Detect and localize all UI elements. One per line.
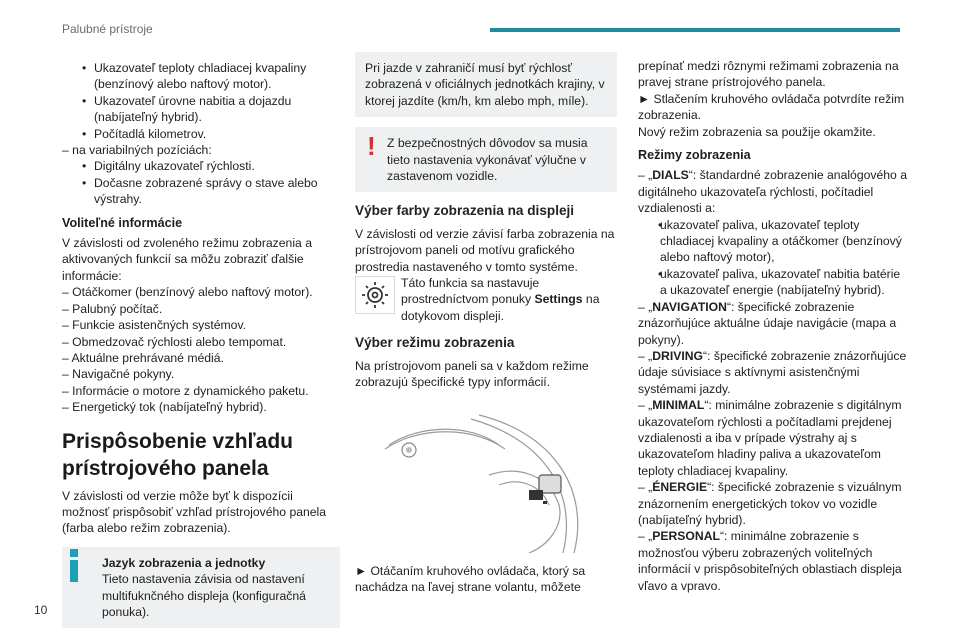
list-item: • ukazovateľ paliva, ukazovateľ teploty chladiacej kvapaliny a otáčkomer (benzínový alebo naftový motor), xyxy=(638,217,908,266)
mode-dials: – „DIALS“: štandardné zobrazenie analógového a digitálneho ukazovateľa rýchlosti, počítadiel vzdialenosti a: xyxy=(638,168,907,216)
list-item: – na variabilných pozíciách: xyxy=(62,143,212,158)
column-3 xyxy=(638,58,908,594)
settings-note xyxy=(355,275,617,324)
paragraph: V závislosti od verzie môže byť k dispozícii možnosť prispôsobiť vzhľad prístrojového panela (farba alebo režim zobrazenia). xyxy=(62,488,327,536)
subheading-mode: Výber režimu zobrazenia xyxy=(355,335,515,351)
list-item: • Ukazovateľ teploty chladiacej kvapaliny (benzínový alebo naftový motor). xyxy=(62,60,340,93)
note-box xyxy=(355,52,617,117)
list-item: • ukazovateľ paliva, ukazovateľ nabitia batérie a ukazovateľ energie (nabíjateľný hybrid). xyxy=(638,266,908,299)
paragraph: prepínať medzi rôznymi režimami zobrazenia na pravej strane prístrojového panela. xyxy=(638,59,899,90)
list-item: – Informácie o motore z dynamického paketu. xyxy=(62,383,309,398)
list-item: – Otáčkomer (benzínový alebo naftový motor). xyxy=(62,285,313,300)
info-text: Tieto nastavenia závisia od nastavení multifuknčného displeja (konfiguračná ponuka). xyxy=(102,572,306,619)
list-item: – Obmedzovač rýchlosti alebo tempomat. xyxy=(62,334,287,349)
note-text: Pri jazde v zahraničí musí byť rýchlosť zobrazená v oficiálnych jednotkách krajiny, v ktorej jazdíte (km/h, km alebo mph, míle). xyxy=(365,61,605,108)
warning-icon: ! xyxy=(367,131,376,162)
list-item: – Funkcie asistenčných systémov. xyxy=(62,318,247,333)
paragraph: Nový režim zobrazenia sa použije okamžite. xyxy=(638,124,876,139)
subheading-optional-info: Voliteľné informácie xyxy=(62,215,183,230)
column-1 xyxy=(62,60,340,628)
paragraph: V závislosti od zvoleného režimu zobrazenia a aktivovaných funkcií sa môžu zobraziť ďalšie informácie: xyxy=(62,236,312,283)
list-item: – Energetický tok (nabíjateľný hybrid). xyxy=(62,400,267,415)
mode-energie: – „ÉNERGIE“: špecifické zobrazenie s vizuálnym znázornením energetických tokov vo vozidle (nabíjateľný hybrid). xyxy=(638,480,902,527)
mode-navigation: – „NAVIGATION“: špecifické zobrazenie znázorňujúce aktuálne údaje navigácie (mapa a pokyny). xyxy=(638,299,897,347)
subheading-color: Výber farby zobrazenia na displeji xyxy=(355,203,575,219)
mode-personal: – „PERSONAL“: minimálne zobrazenie s možnosťou výberu zobrazených voliteľných informácií v prispôsobiteľných oblastiach displeja vľavo a vpravo. xyxy=(638,529,902,593)
warning-text: Z bezpečnostných dôvodov sa musia tieto nastavenia vykonávať výlučne v zastavenom vozidle. xyxy=(387,136,588,184)
list-item: • Ukazovateľ úrovne nabitia a dojazdu (nabíjateľný hybrid). xyxy=(62,93,340,126)
list-item: • Dočasne zobrazené správy o stave alebo výstrahy. xyxy=(62,175,340,208)
warning-box xyxy=(355,127,617,192)
mode-minimal: – „MINIMAL“: minimálne zobrazenie s digitálnym ukazovateľom rýchlosti a počítadlami prejdenej vzdialenosti a iba v prípade výstrahy aj s ukazovateľom hladiny paliva a ukazovateľom teploty chladiacej kvapaliny. xyxy=(638,398,902,478)
mode-driving: – „DRIVING“: špecifické zobrazenie znázorňujúce údaje súvisiace s aktívnymi asistenčnými systémami jazdy. xyxy=(638,348,907,396)
column-2 xyxy=(355,52,617,595)
settings-keyword: Settings xyxy=(534,292,583,307)
settings-gear-icon xyxy=(355,276,395,314)
steering-wheel-illustration xyxy=(359,405,597,553)
info-title: Jazyk zobrazenia a jednotky xyxy=(102,555,266,570)
settings-text: Táto funkcia sa nastavuje prostredníctvom ponuky xyxy=(401,276,540,307)
paragraph: ► Otáčaním kruhového ovládača, ktorý sa nachádza na ľavej strane volantu, môžete xyxy=(355,563,586,594)
list-item: • Digitálny ukazovateľ rýchlosti. xyxy=(62,158,340,174)
page-number: 10 xyxy=(34,603,48,617)
paragraph: ► Stlačením kruhového ovládača potvrdíte režim zobrazenia. xyxy=(638,91,905,123)
subheading-modes: Režimy zobrazenia xyxy=(638,148,751,163)
running-header: Palubné prístroje xyxy=(62,22,153,36)
info-box xyxy=(62,547,340,629)
list-item: – Palubný počítač. xyxy=(62,301,163,316)
section-title: Prispôsobenie vzhľadu prístrojového panela xyxy=(62,429,293,480)
list-item: – Aktuálne prehrávané médiá. xyxy=(62,350,224,365)
paragraph: V závislosti od verzie závisí farba zobrazenia na prístrojovom paneli od motívu grafického prostredia nastaveného v tomto systéme. xyxy=(355,226,615,274)
list-item: – Navigačné pokyny. xyxy=(62,367,175,382)
paragraph: Na prístrojovom paneli sa v každom režime zobrazujú špecifické typy informácií. xyxy=(355,358,589,390)
list-item: • Počítadlá kilometrov. xyxy=(62,126,340,142)
settings-text-end: na dotykovom displeji. xyxy=(401,292,600,323)
header-accent-bar xyxy=(490,28,900,32)
